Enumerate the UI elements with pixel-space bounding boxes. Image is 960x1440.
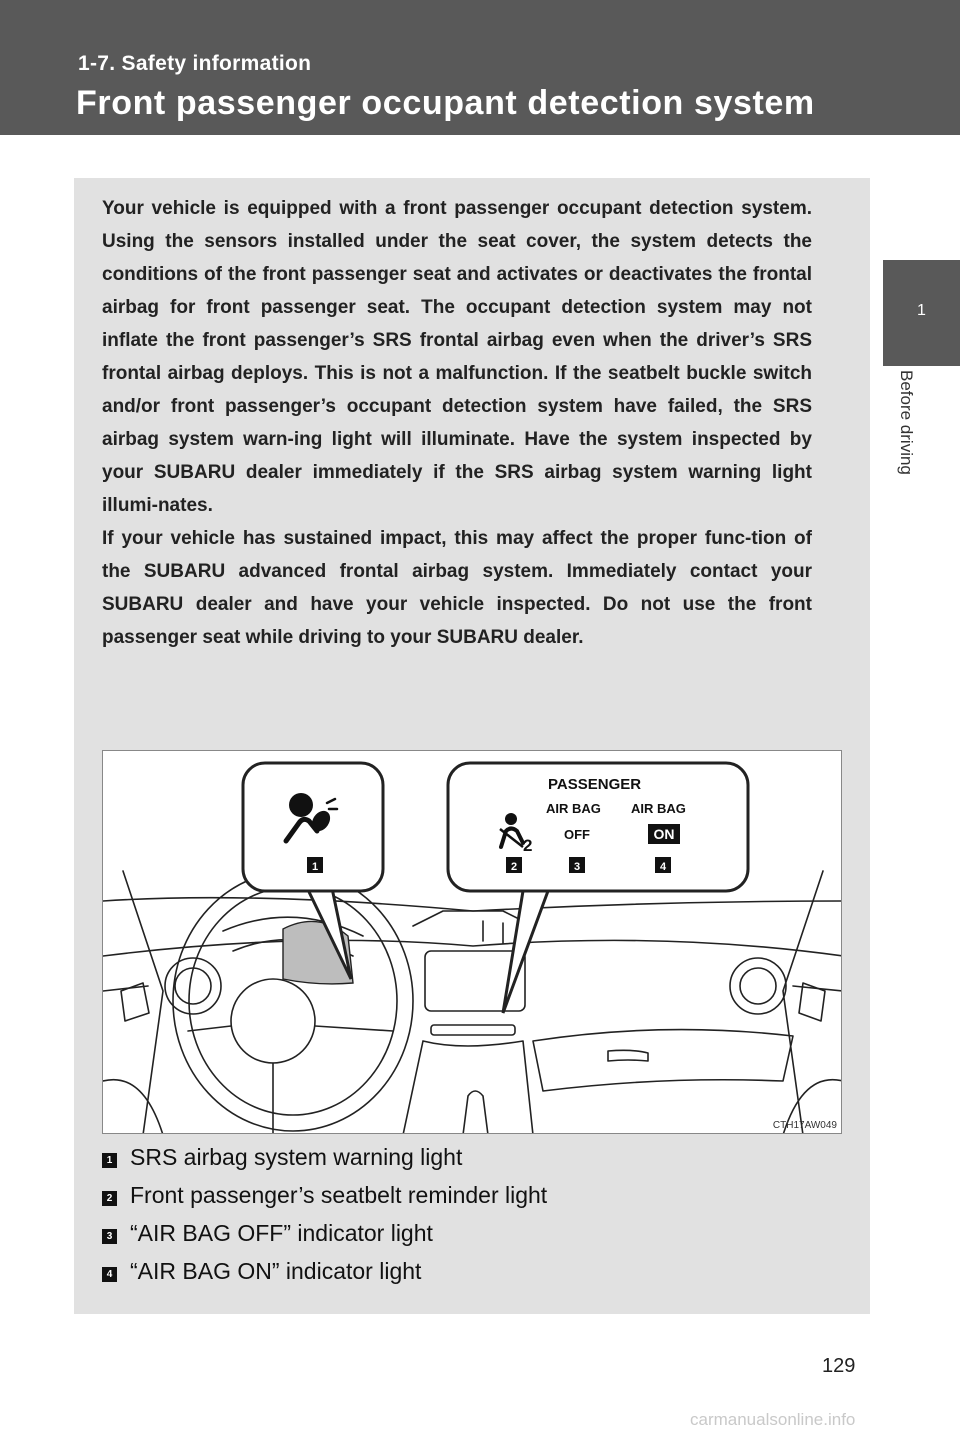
watermark: carmanualsonline.info — [690, 1410, 856, 1429]
callout-number-1-text: 1 — [311, 861, 319, 873]
chapter-tab[interactable] — [883, 260, 960, 366]
legend-item — [102, 1218, 842, 1256]
tab-top-block — [883, 0, 960, 135]
intro-paragraph-2: If your vehicle has sustained impact, this may affect the proper func-tion of the SUBARU advanced frontal airbag system. Immediately contact your SUBARU dealer and have your vehicle inspected. Do not use the front passenger seat while driving to your SUBARU dealer. — [102, 528, 812, 648]
legend-list — [102, 1142, 842, 1294]
figure-code: CTH17AW049 — [772, 1120, 837, 1131]
dashboard-figure — [102, 750, 842, 1134]
legend-item — [102, 1142, 842, 1180]
airbag-on-label-top: AIR BAG — [631, 801, 686, 816]
legend-text: SRS airbag system warning light — [130, 1144, 463, 1170]
content-panel — [74, 178, 870, 1314]
section-label: 1-7. Safety information — [78, 52, 312, 75]
legend-number: 4 — [102, 1267, 117, 1282]
airbag-off-label-top: AIR BAG — [546, 801, 601, 816]
chapter-label — [892, 370, 916, 520]
legend-text: “AIR BAG OFF” indicator light — [130, 1220, 433, 1246]
airbag-on-badge-text: ON — [653, 826, 675, 842]
legend-item — [102, 1180, 842, 1218]
page-title: Front passenger occupant detection system — [76, 84, 815, 122]
chapter-number: 1 — [917, 302, 926, 319]
legend-number: 3 — [102, 1229, 117, 1244]
callout-number-3-text: 3 — [573, 861, 581, 873]
airbag-off-label-bottom: OFF — [564, 827, 590, 842]
dashboard-illustration — [103, 751, 842, 1134]
callout-number-4-text: 4 — [659, 861, 667, 873]
legend-item — [102, 1256, 842, 1294]
intro-paragraph-1: Your vehicle is equipped with a front passenger occupant detection system. Using the sensors installed under the seat cover, the system detects the conditions of the front passenger seat and activates or deactivates the frontal airbag for front passenger seat. The occupant detection system may not inflate the front passenger’s SRS frontal airbag even when the driver’s SRS frontal airbag deploys. This is not a malfunction. If the seatbelt buckle switch and/or front passenger’s occupant detection system have failed, the SRS airbag system warn-ing light will illuminate. Have the system inspected by your SUBARU dealer immediately if the SRS airbag system warning light illumi-nates. — [102, 198, 812, 516]
intro-text — [102, 192, 812, 654]
chapter-label-text: Before driving — [897, 370, 916, 475]
legend-text: “AIR BAG ON” indicator light — [130, 1258, 422, 1284]
callout-number-2-text: 2 — [510, 861, 518, 873]
page-number: 129 — [822, 1355, 856, 1377]
legend-number: 2 — [102, 1191, 117, 1206]
page-header — [0, 0, 960, 135]
passenger-label: PASSENGER — [548, 776, 642, 793]
dashboard-lines — [103, 871, 842, 1134]
legend-text: Front passenger’s seatbelt reminder light — [130, 1182, 548, 1208]
seatbelt-icon-suffix: 2 — [523, 836, 533, 855]
legend-number: 1 — [102, 1153, 117, 1168]
tab-strip — [883, 135, 960, 260]
